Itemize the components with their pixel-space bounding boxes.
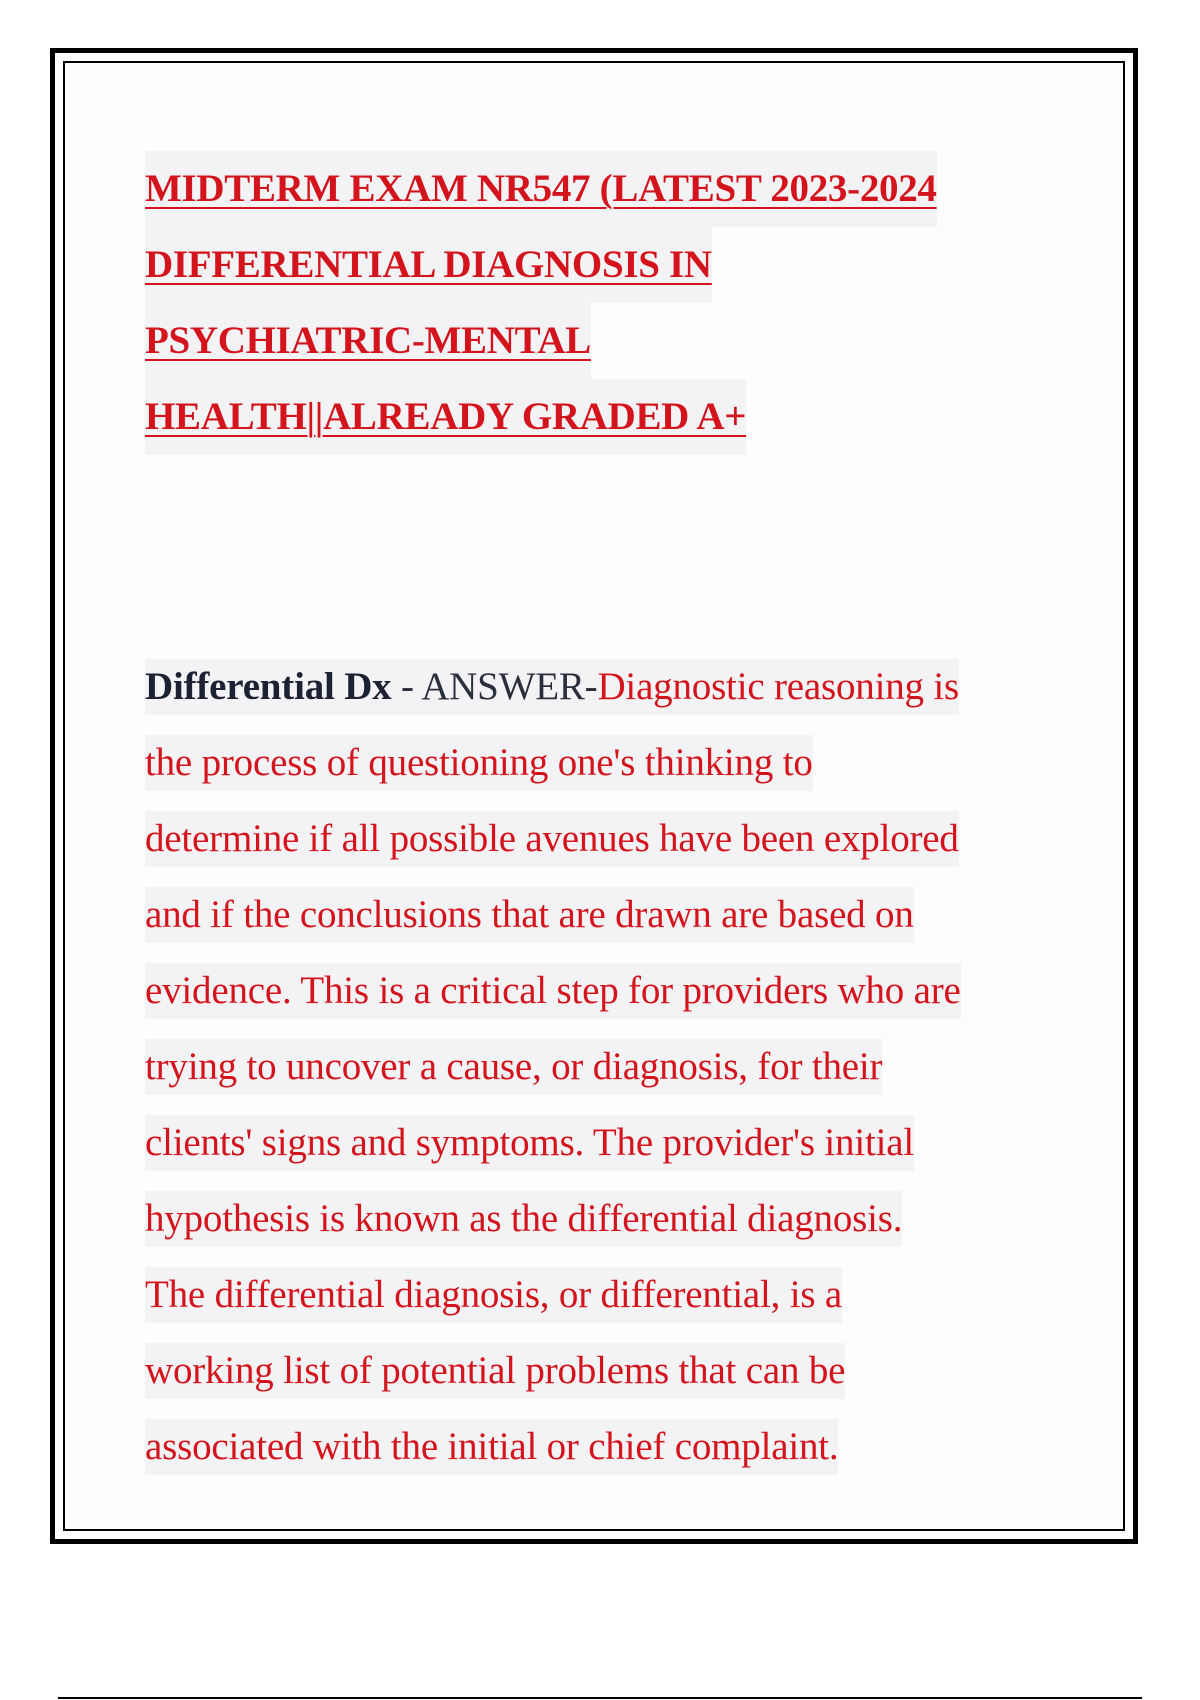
title-line-3: PSYCHIATRIC-MENTAL: [145, 303, 591, 379]
page-content-area: [63, 61, 1125, 1531]
answer-line-9: The differential diagnosis, or differential, is a: [145, 1267, 842, 1323]
answer-line-1: [145, 659, 959, 715]
entry-term: Differential Dx: [145, 665, 392, 708]
answer-line-5: evidence. This is a critical step for providers who are: [145, 963, 961, 1019]
answer-text-start: Diagnostic reasoning is: [597, 665, 959, 708]
answer-line-10: working list of potential problems that can be: [145, 1343, 845, 1399]
document-title: [145, 151, 1085, 455]
qa-entry: [145, 659, 1105, 1495]
answer-line-7: clients' signs and symptoms. The provider's initial: [145, 1115, 914, 1171]
title-line-1: MIDTERM EXAM NR547 (LATEST 2023-2024: [145, 151, 937, 227]
title-line-2: DIFFERENTIAL DIAGNOSIS IN: [145, 227, 712, 303]
answer-line-6: trying to uncover a cause, or diagnosis, for their: [145, 1039, 882, 1095]
answer-line-11: associated with the initial or chief complaint.: [145, 1419, 838, 1475]
answer-line-2: the process of questioning one's thinking to: [145, 735, 813, 791]
answer-line-8: hypothesis is known as the differential diagnosis.: [145, 1191, 902, 1247]
page-border: [50, 48, 1138, 1544]
answer-line-3: determine if all possible avenues have been explored: [145, 811, 959, 867]
answer-line-4: and if the conclusions that are drawn are based on: [145, 887, 914, 943]
answer-separator: - ANSWER-: [391, 665, 598, 708]
footer-rule: [58, 1697, 1142, 1699]
title-line-4: HEALTH||ALREADY GRADED A+: [145, 379, 746, 455]
